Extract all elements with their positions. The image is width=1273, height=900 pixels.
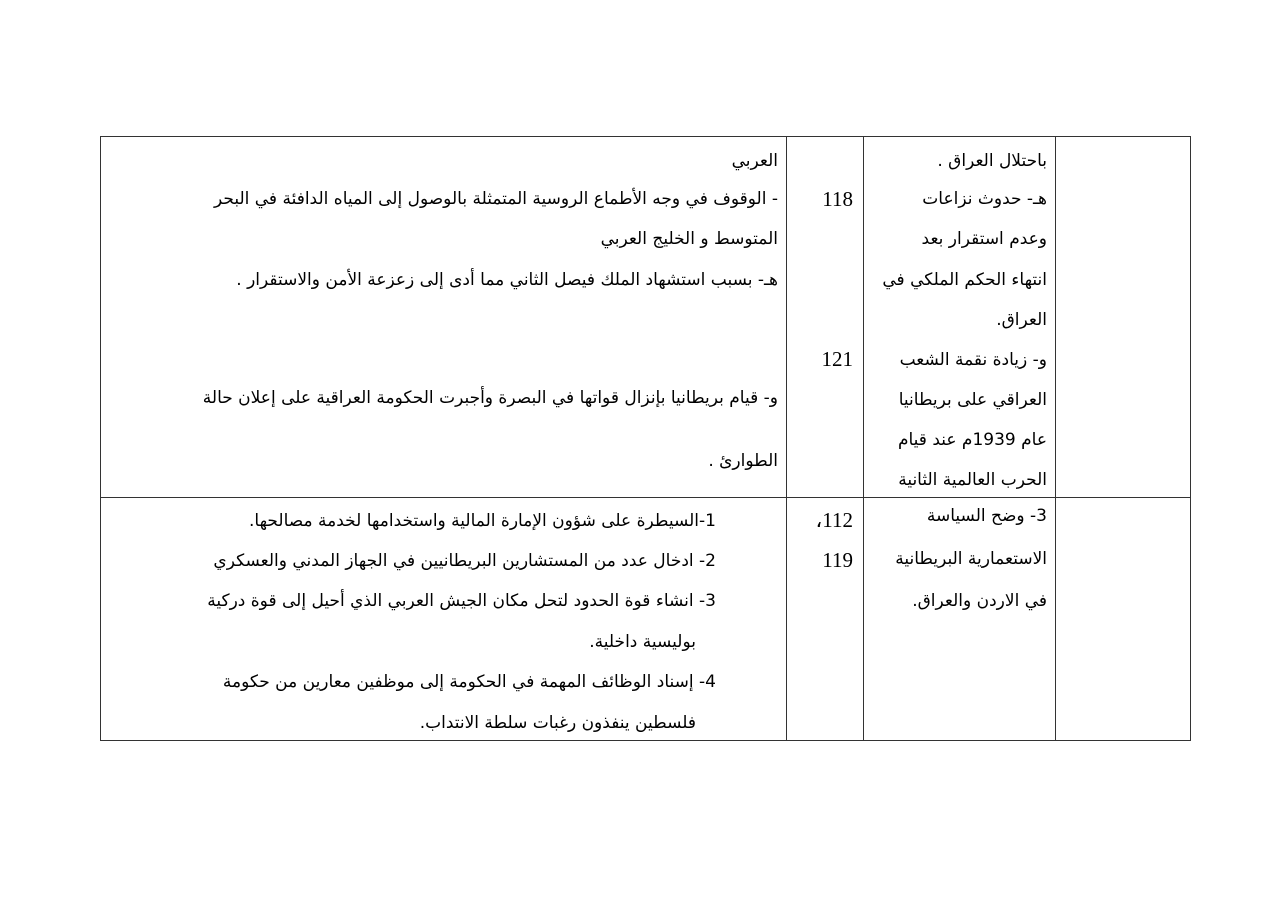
answer-line: الطوارئ . [708,451,778,471]
page-cell [787,498,864,741]
answer-line: فلسطين ينفذون رغبات سلطة الانتداب. [419,713,696,733]
point-line: و- زيادة نقمة الشعب [899,350,1047,370]
answer-key-table [100,136,1191,741]
answer-line: هـ- بسبب استشهاد الملك فيصل الثاني مما أدى إلى زعزعة الأمن والاستقرار . [236,270,778,290]
page-cell [787,137,864,498]
answer-line: و- قيام بريطانيا بإنزال قواتها في البصرة وأجبرت الحكومة العراقية على إعلان حالة [202,388,778,408]
point-line: الحرب العالمية الثانية [898,470,1047,490]
answer-line: 3- انشاء قوة الحدود لتحل مكان الجيش العربي الذي أحيل إلى قوة دركية [207,591,716,611]
answer-line: 1-السيطرة على شؤون الإمارة المالية واستخدامها لخدمة مصالحها. [249,511,716,531]
point-cell [864,498,1056,741]
point-line: وعدم استقرار بعد [921,229,1047,249]
answer-line: المتوسط و الخليج العربي [600,229,778,249]
point-line: 3- وضح السياسة [926,506,1047,526]
answer-line: - الوقوف في وجه الأطماع الروسية المتمثلة بالوصول إلى المياه الدافئة في البحر [213,189,778,209]
answer-line: 4- إسناد الوظائف المهمة في الحكومة إلى موظفين معارين من حكومة [222,672,716,692]
answer-line: 2- ادخال عدد من المستشارين البريطانيين في الجهاز المدني والعسكري [213,551,716,571]
point-line: العراقي على بريطانيا [898,390,1047,410]
empty-cell [1056,137,1191,498]
empty-cell [1056,498,1191,741]
point-line: هـ- حدوث نزاعات [922,189,1047,209]
answer-cell [101,137,787,498]
answer-cell [101,498,787,741]
point-line: في الاردن والعراق. [912,591,1047,611]
page-number: 121 [821,347,853,371]
point-line: عام 1939م عند قيام [897,430,1047,450]
page-number: 112، [815,508,853,532]
page-number: 118 [822,187,853,211]
point-line: العراق. [996,310,1047,330]
table-row [101,498,1191,741]
point-line: الاستعمارية البريطانية [895,549,1047,569]
point-cell [864,137,1056,498]
table-row [101,137,1191,498]
point-line: باحتلال العراق . [937,151,1047,171]
point-line: انتهاء الحكم الملكي في [882,270,1047,290]
answer-line: بوليسية داخلية. [589,632,696,652]
answer-line: العربي [731,151,778,171]
page-number: 119 [822,548,853,572]
